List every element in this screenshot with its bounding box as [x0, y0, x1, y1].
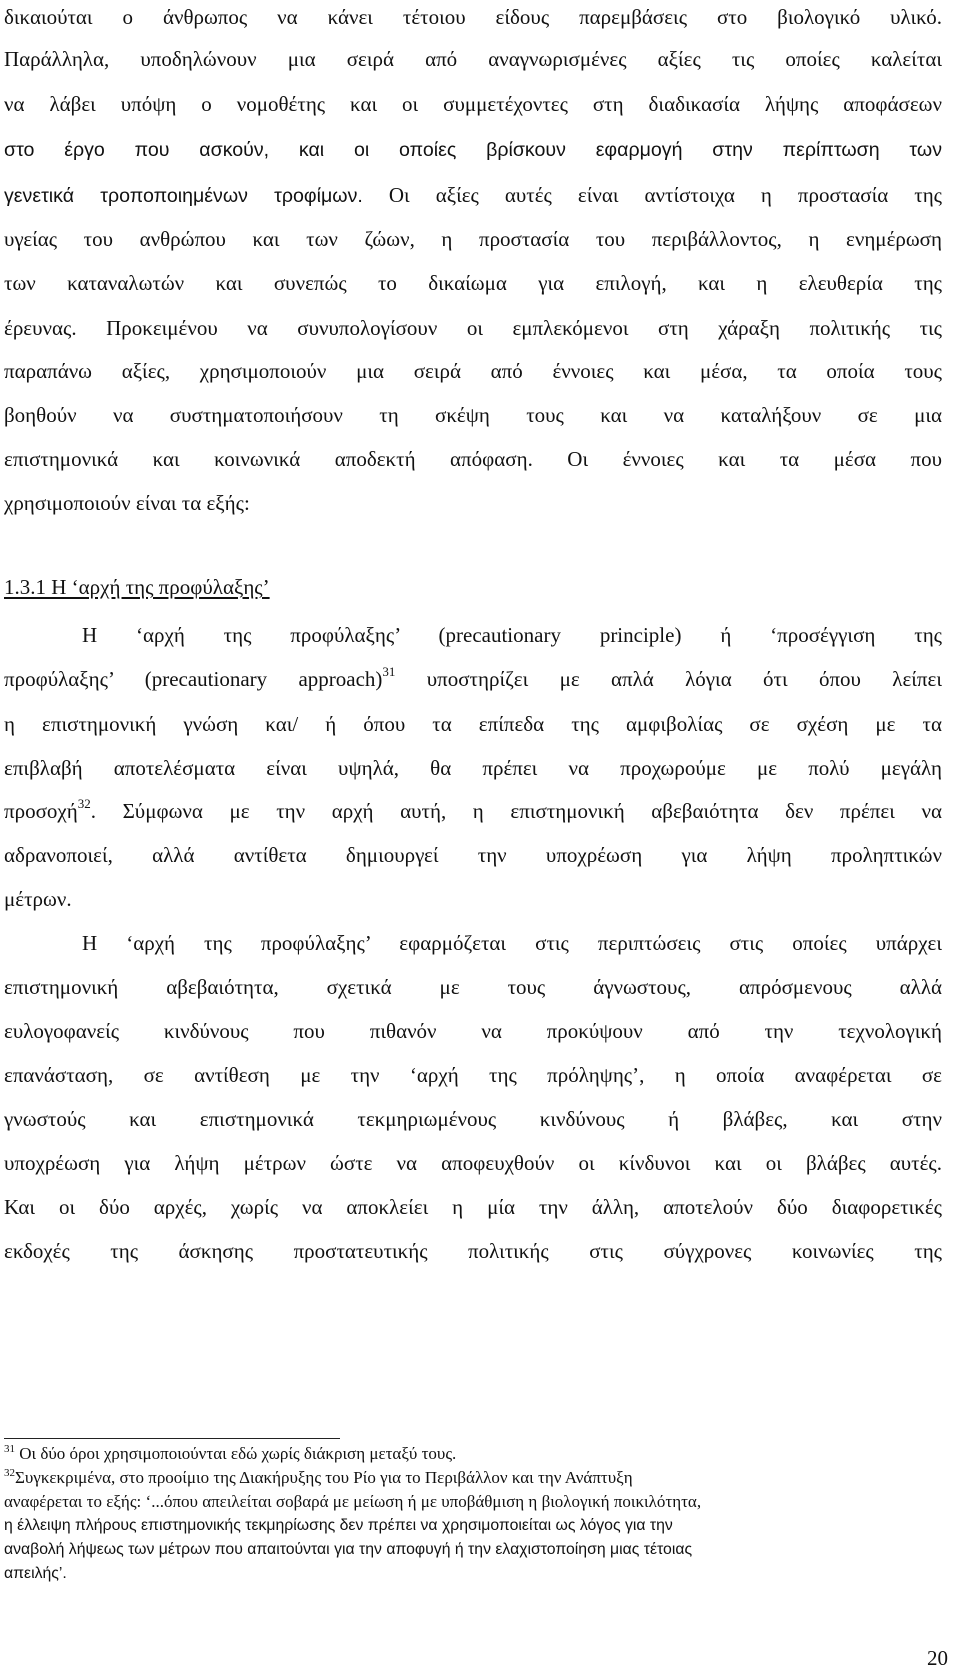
- footnote-ref-31[interactable]: 31: [382, 664, 396, 679]
- footnote-31: [4, 1442, 942, 1466]
- body-text-span: . Σύμφωνα με την αρχή αυτή, η επιστημονική αβεβαιότητα δεν πρέπει να: [90, 799, 942, 823]
- body-text-span: Προκειμένου να συνυπολογίσουν οι εμπλεκόμενοι στη χάραξη πολιτικής τις: [106, 316, 943, 340]
- body-text-span: Οι αξίες αυτές είναι αντίστοιχα η προστασία της: [388, 183, 942, 207]
- body-text-span: προσοχή: [4, 799, 78, 823]
- body-text-line: να λάβει υπόψη ο νομοθέτης και οι συμμετέχοντες στη διαδικασία λήψης αποφάσεων: [4, 92, 942, 116]
- footnote-number: 32: [4, 1467, 15, 1479]
- body-text-line: η επιστημονική γνώση και/ ή όπου τα επίπεδα της αμφιβολίας σε σχέση με τα: [4, 712, 942, 736]
- body-text-line: Η ‘αρχή της προφύλαξης’ (precautionary principle) ή ‘προσέγγιση της: [82, 623, 942, 647]
- footnote-ref-32[interactable]: 32: [77, 796, 91, 811]
- footnote-separator: [4, 1438, 340, 1439]
- page-number: 20: [927, 1646, 948, 1670]
- body-text-line: υποχρέωση για λήψη μέτρων ώστε να αποφευχθούν οι κίνδυνοι και οι βλάβες αυτές.: [4, 1151, 942, 1175]
- body-text-line: μέτρων.: [4, 887, 72, 911]
- body-text-span: γενετικά τροποποιημένων τροφίμων.: [4, 185, 363, 207]
- body-text-span: προφύλαξης’ (precautionary approach): [4, 667, 383, 691]
- body-text-line: των καταναλωτών και συνεπώς το δικαίωμα για επιλογή, και η ελευθερία της: [4, 271, 942, 295]
- body-text-line: εκδοχές της άσκησης προστατευτικής πολιτικής στις σύγχρονες κοινωνίες της: [4, 1239, 942, 1263]
- body-text-span: υποστηρίζει με απλά λόγια ότι όπου λείπει: [395, 667, 942, 691]
- body-text-span: έρευνας.: [4, 316, 77, 340]
- body-text-line: επιστημονικά και κοινωνικά αποδεκτή απόφαση. Οι έννοιες και τα μέσα που: [4, 447, 942, 471]
- body-text-line: Η ‘αρχή της προφύλαξης’ εφαρμόζεται στις περιπτώσεις στις οποίες υπάρχει: [82, 931, 942, 955]
- body-text-line: επιστημονική αβεβαιότητα, σχετικά με τους άγνωστους, απρόσμενους αλλά: [4, 975, 942, 999]
- body-text-line: επιβλαβή αποτελέσματα είναι υψηλά, θα πρέπει να προχωρούμε με πολύ μεγάλη: [4, 756, 942, 780]
- footnote-text-line: η έλλειψη πλήρους επιστημονικής τεκμηρίωσης δεν πρέπει να χρησιμοποιείται ως λόγος για την: [4, 1517, 673, 1534]
- footnote-text-line: απειλής’.: [4, 1565, 67, 1582]
- body-text-line: υγείας του ανθρώπου και των ζώων, η προστασία του περιβάλλοντος, η ενημέρωση: [4, 227, 942, 251]
- body-text-line: Και οι δύο αρχές, χωρίς να αποκλείει η μία την άλλη, αποτελούν δύο διαφορετικές: [4, 1195, 942, 1219]
- footnote-32: [4, 1466, 942, 1490]
- footnote-text-line: αναφέρεται το εξής: ‘...όπου απειλείται σοβαρά με μείωση ή με υποβάθμιση η βιολογική ποικιλότητα,: [4, 1492, 702, 1511]
- body-text-line: [4, 796, 942, 826]
- body-text-line: ευλογοφανείς κινδύνους που πιθανόν να προκύψουν από την τεχνολογική: [4, 1019, 942, 1043]
- body-text-line: γνωστούς και επιστημονικά τεκμηριωμένους κινδύνους ή βλάβες, και στην: [4, 1107, 942, 1131]
- body-text-line: [4, 180, 942, 210]
- body-text-line: [4, 664, 942, 694]
- body-text-line: επανάσταση, σε αντίθεση με την ‘αρχή της πρόληψης’, η οποία αναφέρεται σε: [4, 1063, 942, 1087]
- section-heading: 1.3.1 Η ‘αρχή της προφύλαξης’: [4, 575, 270, 599]
- footnote-number: 31: [4, 1443, 15, 1455]
- footnote-text: Οι δύο όροι χρησιμοποιούνται εδώ χωρίς διάκριση μεταξύ τους.: [15, 1444, 457, 1463]
- body-text-line: [4, 313, 942, 343]
- body-text-line: αδρανοποιεί, αλλά αντίθετα δημιουργεί την υποχρέωση για λήψη προληπτικών: [4, 843, 942, 867]
- body-text-line: Παράλληλα, υποδηλώνουν μια σειρά από αναγνωρισμένες αξίες τις οποίες καλείται: [4, 47, 942, 71]
- body-text-line: βοηθούν να συστηματοποιήσουν τη σκέψη τους και να καταλήξουν σε μια: [4, 403, 942, 427]
- footnote-text: Συγκεκριμένα, στο προοίμιο της Διακήρυξης του Ρίο για το Περιβάλλον και την Ανάπτυξη: [15, 1468, 633, 1487]
- body-text-line: παραπάνω αξίες, χρησιμοποιούν μια σειρά από έννοιες και μέσα, τα οποία τους: [4, 359, 942, 383]
- footnote-text-line: αναβολή λήψεως των μέτρων που απαιτούνται για την αποφυγή ή την ελαχιστοποίηση μιας τέτοιας: [4, 1541, 693, 1558]
- body-text-line: δικαιούται ο άνθρωπος να κάνει τέτοιου είδους παρεμβάσεις στο βιολογικό υλικό.: [4, 5, 942, 29]
- body-text-line: χρησιμοποιούν είναι τα εξής:: [4, 491, 250, 515]
- body-text-line: στο έργο που ασκούν, και οι οποίες βρίσκουν εφαρμογή στην περίπτωση των: [4, 139, 942, 161]
